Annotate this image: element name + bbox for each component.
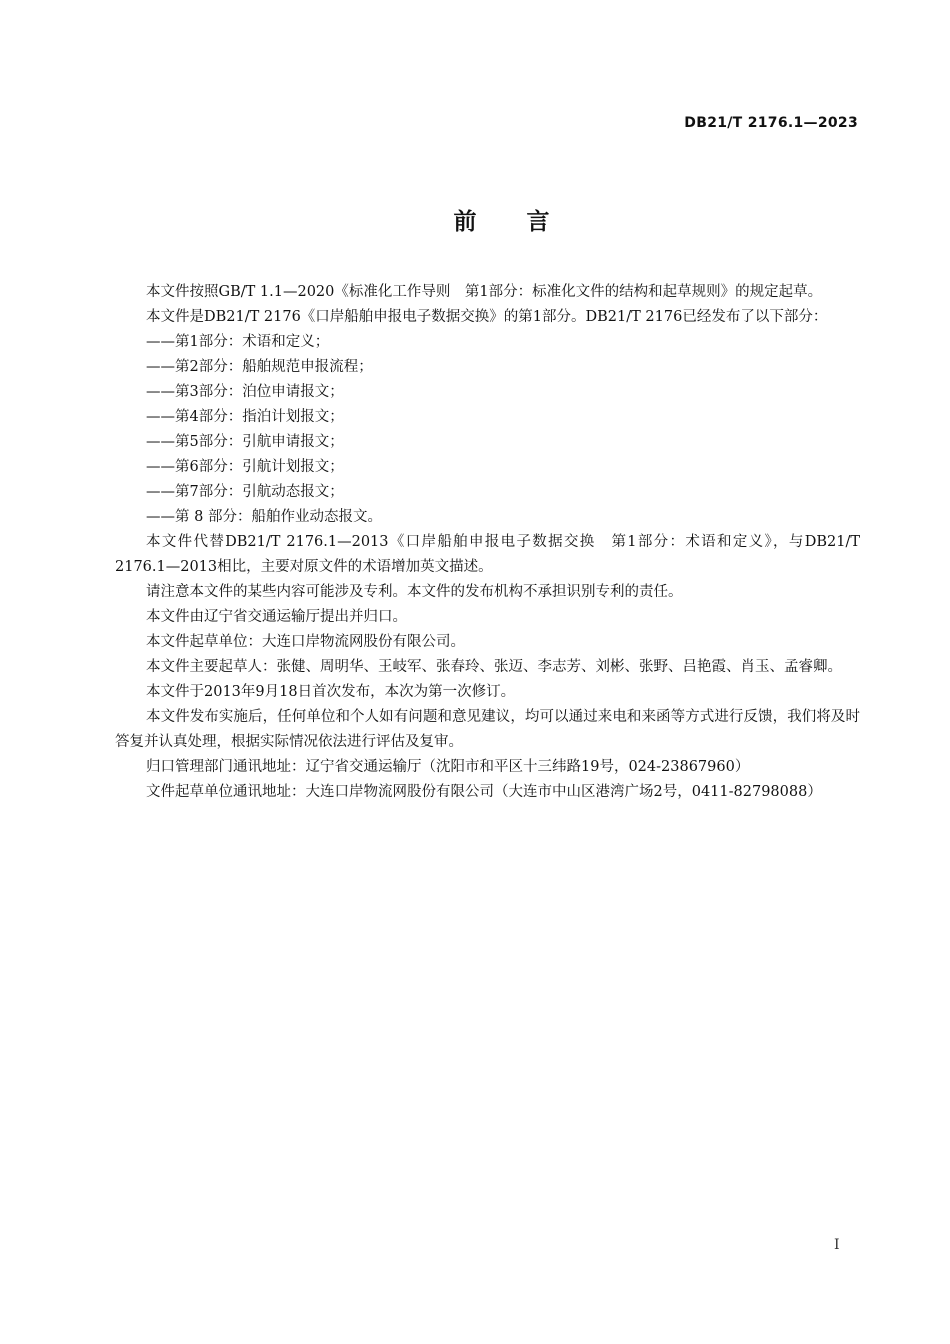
title-char-1: 前 (453, 209, 477, 235)
drafter-address-paragraph: 文件起草单位通讯地址：大连口岸物流网股份有限公司（大连市中山区港湾广场2号，0411-82798088） (146, 784, 822, 800)
proposer-paragraph: 本文件由辽宁省交通运输厅提出并归口。 (146, 609, 407, 625)
list-item: ——第 8 部分：船舶作业动态报文。 (146, 509, 382, 525)
history-paragraph: 本文件于2013年9月18日首次发布，本次为第一次修订。 (146, 684, 516, 700)
drafting-basis-paragraph: 本文件按照GB/T 1.1—2020《标准化工作导则 第1部分：标准化文件的结构和起草规则》的规定起草。 (146, 284, 823, 300)
drafters-paragraph: 本文件主要起草人：张健、周明华、王岐军、张春玲、张迈、李志芳、刘彬、张野、吕艳霞、肖玉、孟睿卿。 (146, 659, 842, 675)
feedback-paragraph: 本文件发布实施后，任何单位和个人如有问题和意见建议，均可以通过来电和来函等方式进行反馈，我们将及时答复并认真处理，根据实际情况依法进行评估及复审。 (115, 709, 860, 750)
replacement-paragraph: 本文件代替DB21/T 2176.1—2013《口岸船舶申报电子数据交换 第1部分：术语和定义》，与DB21/T 2176.1—2013相比，主要对原文件的术语增加英文描述。 (115, 534, 860, 575)
patent-paragraph: 请注意本文件的某些内容可能涉及专利。本文件的发布机构不承担识别专利的责任。 (146, 584, 683, 600)
list-item: ——第6部分：引航计划报文； (146, 459, 344, 475)
list-item: ——第5部分：引航申请报文； (146, 434, 344, 450)
admin-address-paragraph: 归口管理部门通讯地址：辽宁省交通运输厅（沈阳市和平区十三纬路19号，024-23867960） (146, 759, 750, 775)
list-item: ——第7部分：引航动态报文； (146, 484, 344, 500)
list-item: ——第3部分：泊位申请报文； (146, 384, 344, 400)
part-intro-paragraph: 本文件是DB21/T 2176《口岸船舶申报电子数据交换》的第1部分。DB21/T 2176已经发布了以下部分： (146, 309, 828, 325)
page-title (0, 203, 950, 236)
title-char-2: 言 (526, 209, 550, 235)
page-number: I (834, 1237, 840, 1253)
document-code: DB21/T 2176.1—2023 (684, 115, 858, 131)
list-item: ——第4部分：指泊计划报文； (146, 409, 344, 425)
parts-list (115, 330, 860, 530)
list-item: ——第2部分：船舶规范申报流程； (146, 359, 373, 375)
list-item: ——第1部分：术语和定义； (146, 334, 330, 350)
foreword-body (115, 280, 860, 805)
drafting-unit-paragraph: 本文件起草单位：大连口岸物流网股份有限公司。 (146, 634, 465, 650)
